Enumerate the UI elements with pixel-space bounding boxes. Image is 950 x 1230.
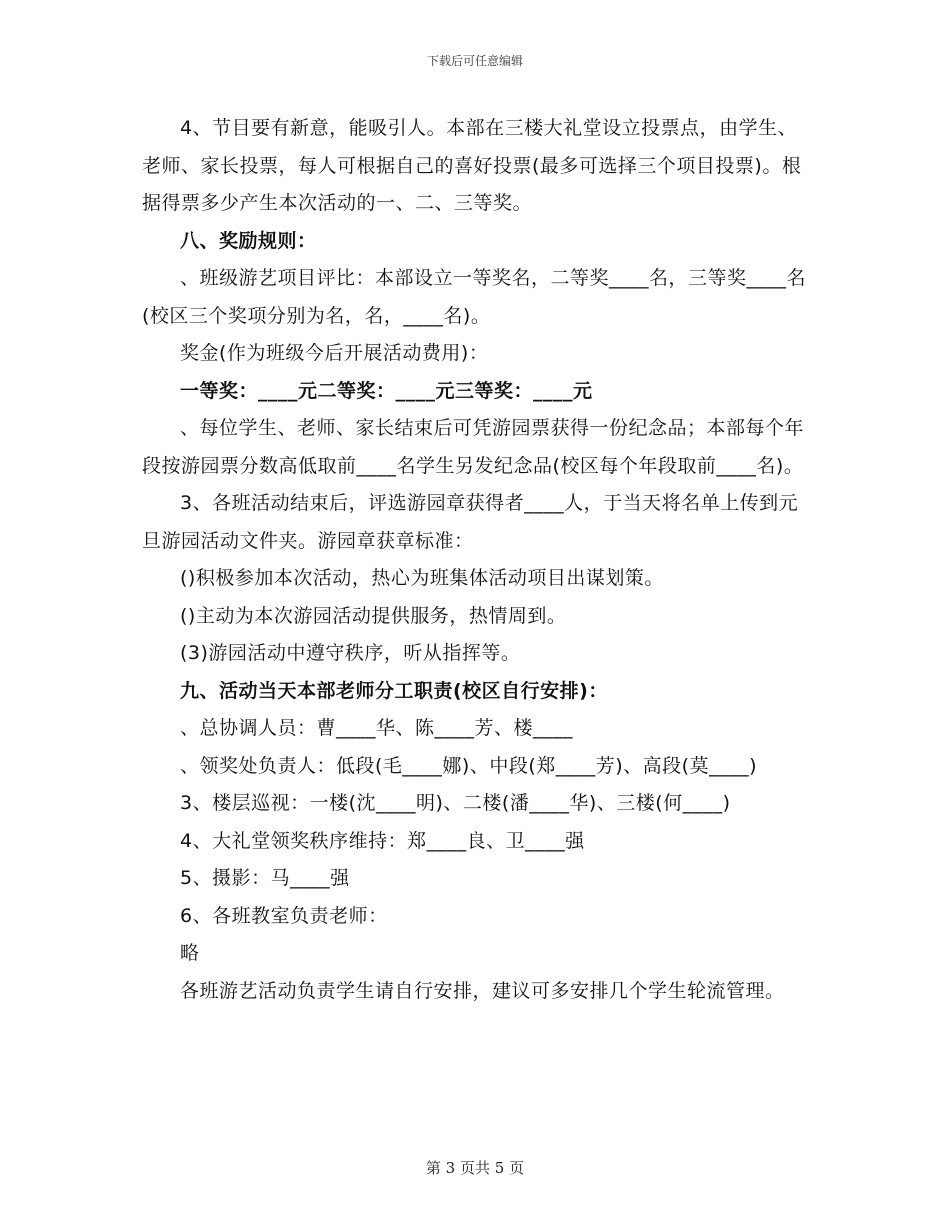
- list-item-criterion-3: (3)游园活动中遵守秩序，听从指挥等。: [180, 642, 521, 664]
- paragraph-hall-order: 4、大礼堂领奖秩序维持：郑____良、卫____强: [180, 829, 585, 852]
- paragraph-prize-amounts: 一等奖：____元二等奖：____元三等奖：____元: [180, 379, 593, 402]
- paragraph-voting: 4、节目要有新意，能吸引人。本部在三楼大礼堂设立投票点，由学生、老师、家长投票，每人可根据自己的喜好投票(最多可选择三个项目投票)。根据得票多少产生本次活动的一、二、三等奖。: [142, 117, 802, 214]
- paragraph-class-award: 、班级游艺项目评比：本部设立一等奖名，二等奖____名，三等奖____名(校区三个奖项分别为名，名，____名)。: [142, 267, 807, 327]
- heading-teacher-duties: 九、活动当天本部老师分工职责(校区自行安排)：: [180, 679, 608, 702]
- heading-reward-rules: 八、奖励规则：: [180, 229, 317, 252]
- page-header: 下载后可任意编辑: [426, 54, 523, 68]
- paragraph-souvenir: 、每位学生、老师、家长结束后可凭游园票获得一份纪念品；本部每个年段按游园票分数高低取前____名学生另发纪念品(校区每个年段取前____名)。: [142, 417, 805, 477]
- document-body: [142, 110, 810, 1010]
- paragraph-floor-patrol: 3、楼层巡视：一楼(沈____明)、二楼(潘____华)、三楼(何____): [180, 792, 731, 814]
- page-footer: 第 3 页共 5 页: [425, 1159, 525, 1177]
- paragraph-badge-selection: 3、各班活动结束后，评选游园章获得者____人，于当天将名单上传到元旦游园活动文件夹。游园章获章标准：: [142, 492, 799, 552]
- paragraph-award-desk: 、领奖处负责人：低段(毛____娜)、中段(郑____芳)、高段(莫____): [180, 754, 757, 777]
- paragraph-student-arrangement: 各班游艺活动负责学生请自行安排，建议可多安排几个学生轮流管理。: [180, 979, 785, 1002]
- list-item-criterion-1: ()积极参加本次活动，热心为班集体活动项目出谋划策。: [180, 567, 664, 589]
- paragraph-coordinators: 、总协调人员：曹____华、陈____芳、楼____: [180, 717, 574, 739]
- paragraph-photography: 5、摄影：马____强: [180, 867, 350, 889]
- paragraph-omitted: 略: [180, 942, 200, 964]
- paragraph-prize-money: 奖金(作为班级今后开展活动费用)：: [180, 342, 489, 364]
- list-item-criterion-2: ()主动为本次游园活动提供服务，热情周到。: [180, 604, 567, 627]
- paragraph-classroom-teachers: 6、各班教室负责老师：: [180, 904, 388, 927]
